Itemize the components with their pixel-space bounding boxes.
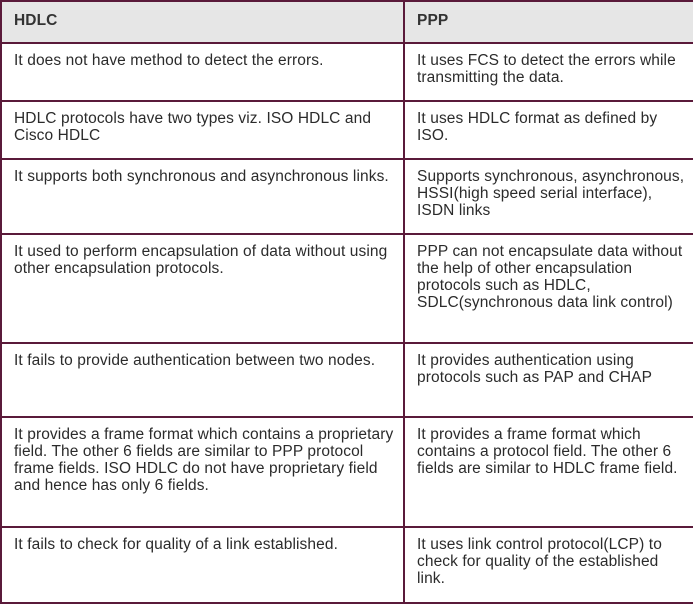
table-row: [1, 343, 693, 417]
table-row: [1, 527, 693, 603]
table-body: [1, 43, 693, 603]
ppp-cell: It provides a frame format which contains a protocol field. The other 6 fields are similar to HDLC frame field.: [404, 417, 693, 527]
table-row: [1, 417, 693, 527]
table-row: [1, 43, 693, 101]
hdlc-cell: It supports both synchronous and asynchronous links.: [1, 159, 404, 234]
column-header-ppp: PPP: [404, 1, 693, 43]
ppp-cell: PPP can not encapsulate data without the help of other encapsulation protocols such as HDLC, SDLC(synchronous data link control): [404, 234, 693, 343]
hdlc-cell: It does not have method to detect the errors.: [1, 43, 404, 101]
hdlc-cell: HDLC protocols have two types viz. ISO HDLC and Cisco HDLC: [1, 101, 404, 159]
column-header-hdlc: HDLC: [1, 1, 404, 43]
table-header: [1, 1, 693, 43]
table-row: [1, 159, 693, 234]
hdlc-cell: It fails to provide authentication between two nodes.: [1, 343, 404, 417]
hdlc-cell: It fails to check for quality of a link established.: [1, 527, 404, 603]
ppp-cell: It uses FCS to detect the errors while transmitting the data.: [404, 43, 693, 101]
table-row: [1, 234, 693, 343]
ppp-cell: It provides authentication using protocols such as PAP and CHAP: [404, 343, 693, 417]
table-row: [1, 101, 693, 159]
ppp-cell: It uses link control protocol(LCP) to check for quality of the established link.: [404, 527, 693, 603]
hdlc-cell: It used to perform encapsulation of data without using other encapsulation protocols.: [1, 234, 404, 343]
ppp-cell: Supports synchronous, asynchronous, HSSI(high speed serial interface), ISDN links: [404, 159, 693, 234]
hdlc-cell: It provides a frame format which contains a proprietary field. The other 6 fields are similar to PPP protocol frame fields. ISO HDLC do not have proprietary field and hence has only 6 fields.: [1, 417, 404, 527]
header-row: [1, 1, 693, 43]
ppp-cell: It uses HDLC format as defined by ISO.: [404, 101, 693, 159]
